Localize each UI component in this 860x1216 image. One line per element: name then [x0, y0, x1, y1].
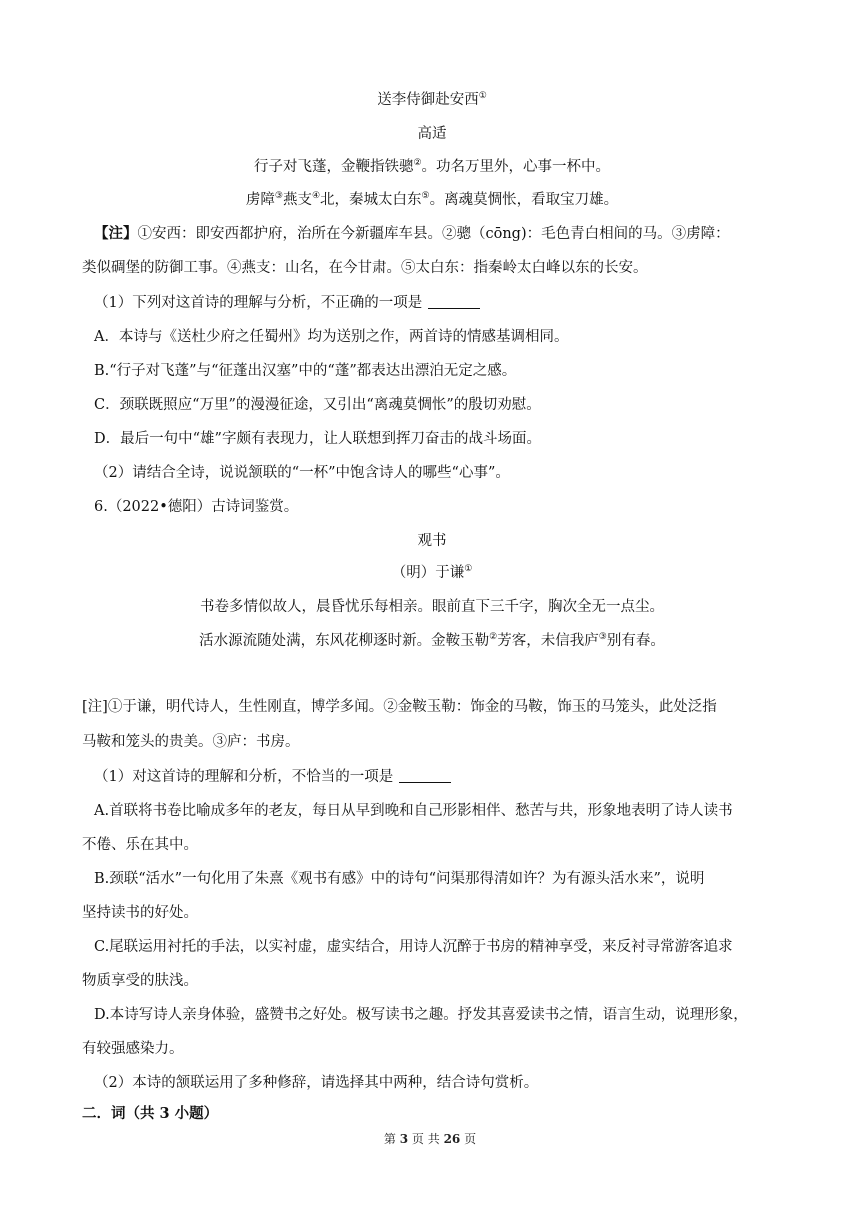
annotation-line: 类似碉堡的防御工事。④燕支：山名，在今甘肃。⑤太白东：指秦岭太白峰以东的长安。 — [82, 260, 648, 276]
option-b: B.颈联“活水”一句化用了朱熹《观书有感》中的诗句“问渠那得清如许？为有源头活水来”，说明 — [94, 871, 705, 887]
annotation-line: 【注】①安西：即安西都护府，治所在今新疆库车县。②骢（cōng)：毛色青白相间的马。③虏障： — [94, 225, 730, 242]
question-stem: （1）对这首诗的理解和分析，不恰当的一项是 — [94, 767, 794, 787]
option-d: D．最后一句中“雄”字颇有表现力，让人联想到挥刀奋击的战斗场面。 — [94, 431, 541, 447]
option-d: D.本诗写诗人亲身体验，盛赞书之好处。极写读书之趣。抒发其喜爱读书之情，语言生动，说理形象， — [94, 1007, 748, 1023]
option-a: A．本诗与《送杜少府之任蜀州》均为送别之作，两首诗的情感基调相同。 — [94, 329, 569, 345]
section-heading: 二．词（共 3 小题） — [82, 1105, 219, 1122]
poem-line: 行子对飞蓬，金鞭指铁骢②。功名万里外，心事一杯中。 — [253, 158, 611, 175]
poem-line: 活水源流随处满，东风花柳逐时新。金鞍玉勒②芳客，未信我庐③别有春。 — [199, 632, 665, 649]
poem-line: 书卷多情似故人，晨昏忧乐每相亲。眼前直下三千字，胸次全无一点尘。 — [200, 599, 664, 615]
question-stem: （2）本诗的颔联运用了多种修辞，请选择其中两种，结合诗句赏析。 — [94, 1075, 539, 1091]
annotation-line: [注]①于谦，明代诗人，生性刚直，博学多闻。②金鞍玉勒：饰金的马鞍，饰玉的马笼头，此处泛指 — [82, 699, 717, 715]
answer-blank[interactable] — [428, 294, 480, 309]
option-c-cont: 物质享受的肤浅。 — [82, 973, 198, 989]
question-stem: （1）下列对这首诗的理解与分析，不正确的一项是 — [94, 293, 794, 313]
poem-title: 观书 — [417, 533, 447, 549]
annotation-line: 马鞍和笼头的贵美。③庐：书房。 — [82, 734, 300, 750]
question-header: 6.（2022•德阳）古诗词鉴赏。 — [94, 499, 299, 515]
option-b: B.“行子对飞蓬”与“征蓬出汉塞”中的“蓬”都表达出漂泊无定之感。 — [94, 363, 517, 379]
poem-author: 高适 — [417, 126, 447, 142]
poem-author: （明）于谦① — [391, 564, 473, 581]
option-d-cont: 有较强感染力。 — [82, 1041, 184, 1057]
answer-blank[interactable] — [399, 768, 451, 783]
question-stem: （2）请结合全诗，说说颔联的“一杯”中饱含诗人的哪些“心事”。 — [94, 465, 510, 481]
option-a-cont: 不倦、乐在其中。 — [82, 837, 198, 853]
option-a: A.首联将书卷比喻成多年的老友，每日从早到晚和自己形影相伴、愁苦与共，形象地表明了诗人读书 — [94, 803, 733, 819]
option-c: C.尾联运用衬托的手法，以实衬虚，虚实结合，用诗人沉醉于书房的精神享受，来反衬寻常游客追求 — [94, 939, 733, 955]
page-footer: 第 3 页 共 26 页 — [383, 1132, 477, 1146]
option-c: C．颈联既照应“万里”的漫漫征途，又引出“离魂莫惆怅”的殷切劝慰。 — [94, 397, 541, 413]
option-b-cont: 坚持读书的好处。 — [82, 905, 198, 921]
poem-title: 送李侍御赴安西① — [377, 91, 487, 108]
poem-line: 虏障③燕支④北，秦城太白东⑤。离魂莫惆怅，看取宝刀雄。 — [245, 191, 619, 208]
